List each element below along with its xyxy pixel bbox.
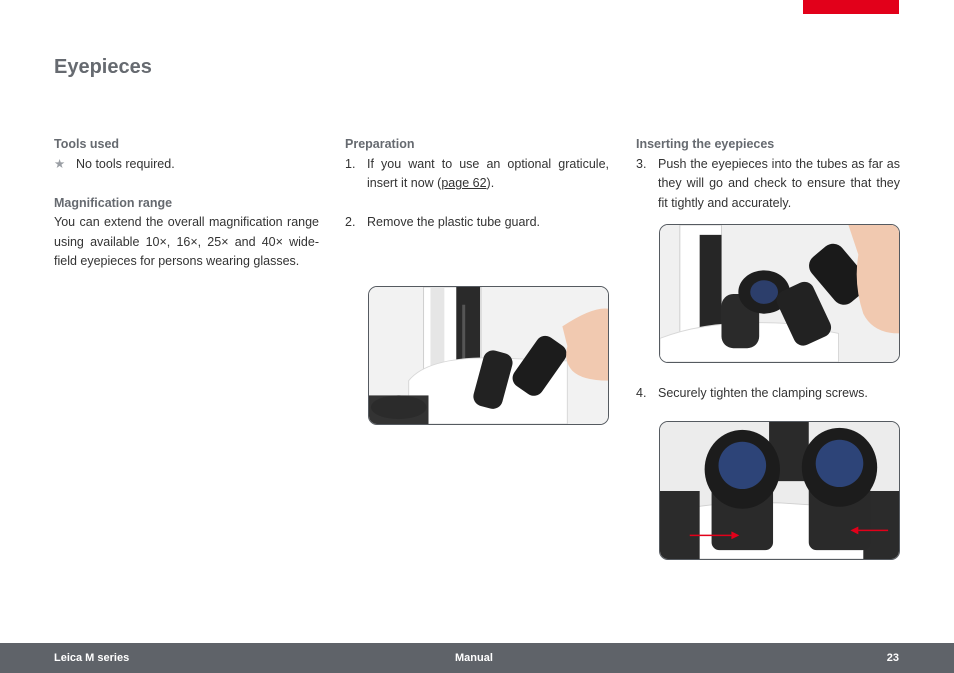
step-4 bbox=[636, 384, 900, 404]
step-3 bbox=[636, 155, 900, 214]
footer-manual: Manual bbox=[455, 652, 493, 664]
tools-text: No tools required. bbox=[76, 156, 175, 171]
step-2-text: Remove the plastic tube guard. bbox=[367, 215, 541, 229]
column-inserting bbox=[636, 135, 900, 213]
inserting-heading: Inserting the eyepieces bbox=[636, 137, 775, 151]
step-4-text: Securely tighten the clamping screws. bbox=[658, 386, 868, 400]
step-1-text bbox=[367, 155, 609, 194]
step-4-number: 4. bbox=[636, 386, 647, 400]
page-number: 23 bbox=[886, 652, 899, 664]
magnification-heading: Magnification range bbox=[54, 195, 173, 210]
step-3-text: Push the eyepieces into the tubes as far as they will go and check to ensure that they fit tightly and accurately. bbox=[658, 156, 900, 210]
step-2 bbox=[345, 213, 609, 233]
tools-item bbox=[54, 155, 319, 175]
footer-series: Leica M series bbox=[54, 652, 130, 664]
step-1-number: 1. bbox=[345, 156, 356, 171]
page-title: Eyepieces bbox=[54, 56, 152, 78]
photo-clamping-screws-image bbox=[660, 422, 899, 559]
step-1 bbox=[345, 155, 609, 194]
photo-insert-eyepieces bbox=[659, 224, 900, 363]
step-2-number: 2. bbox=[345, 215, 356, 229]
step-1-text-before: If you want to use an optional graticule, insert it now ( bbox=[367, 156, 609, 190]
tools-heading: Tools used bbox=[54, 137, 120, 151]
step-1-text-after: ). bbox=[486, 176, 495, 190]
step-3-number: 3. bbox=[636, 156, 647, 171]
photo-remove-tube-guard bbox=[368, 286, 609, 425]
photo-insert-eyepieces-image bbox=[660, 225, 899, 362]
preparation-heading: Preparation bbox=[345, 137, 415, 151]
column-tools bbox=[54, 135, 319, 272]
photo-clamping-screws bbox=[659, 421, 900, 560]
photo-remove-tube-guard-image bbox=[369, 287, 608, 424]
magnification-text: You can extend the overall magnification range using available 10×, 16×, 25× and 40× wide-field eyepieces for persons wearing glasses. bbox=[54, 215, 319, 268]
footer bbox=[0, 643, 954, 673]
page-62-link[interactable]: page 62 bbox=[441, 176, 487, 190]
column-preparation bbox=[345, 135, 609, 233]
brand-tab bbox=[803, 0, 899, 14]
star-icon: ★ bbox=[54, 156, 66, 171]
